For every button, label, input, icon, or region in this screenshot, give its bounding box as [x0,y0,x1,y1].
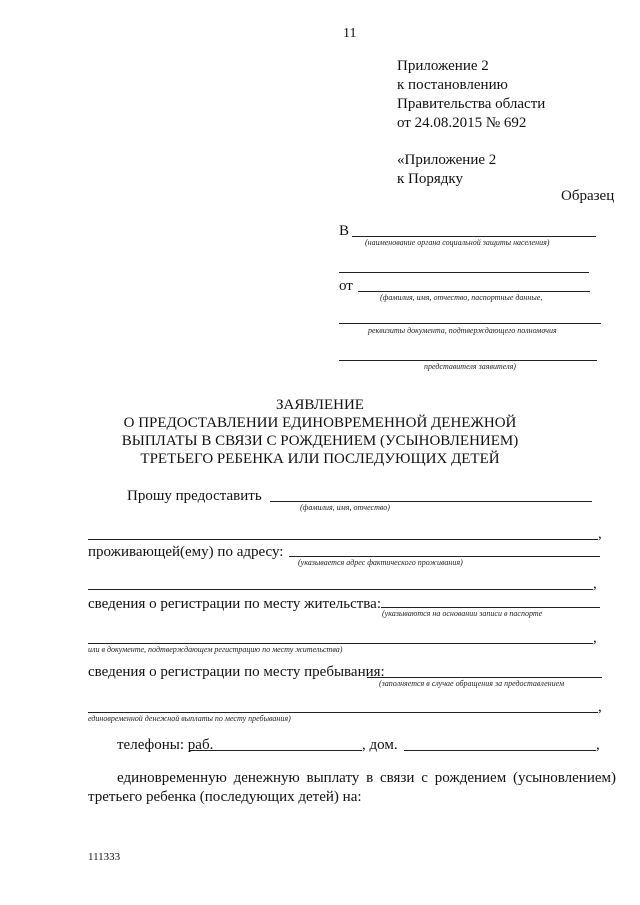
annex-line: Правительства области [397,96,546,112]
applicant-line[interactable] [358,291,590,292]
applicant-line-2[interactable] [339,323,601,324]
comma: , [593,576,597,592]
stay-registration-field-2[interactable] [88,712,598,713]
page-number: 11 [343,26,357,41]
home-phone-label: , дом. [362,737,398,753]
annex-order-line: к Порядку [397,171,463,187]
request-label: Прошу предоставить [127,488,262,504]
home-phone-field[interactable] [404,750,596,751]
to-authority-hint: (наименование органа социальной защиты населения) [365,238,550,247]
to-authority-line-2[interactable] [339,272,589,273]
phones-label: телефоны: раб. [117,737,214,753]
from-prefix: от [339,278,353,294]
title-line: ВЫПЛАТЫ В СВЯЗИ С РОЖДЕНИЕМ (УСЫНОВЛЕНИЕМ) [121,433,519,449]
annex-line: Приложение 2 [397,58,489,74]
title-line: ЗАЯВЛЕНИЕ [276,397,364,413]
full-name-field[interactable] [270,501,592,502]
residence-registration-hint: (указываются на основании записи в паспорте [382,609,543,618]
annex-line: к постановлению [397,77,508,93]
address-label: проживающей(ему) по адресу: [88,544,284,560]
representative-line[interactable] [339,360,597,361]
sample-label: Образец [561,188,615,204]
address-field[interactable] [289,556,600,557]
payment-text-2: третьего ребенка (последующих детей) на: [88,789,362,805]
comma: , [598,699,602,715]
payment-text: единовременную денежную выплату в связи с рождением (усыновлением) [117,770,616,786]
stay-registration-hint: (заполняется в случае обращения за предоставлением [379,679,565,688]
comma: , [593,630,597,646]
residence-registration-label: сведения о регистрации по месту жительства: [88,596,381,612]
annex-order-line: «Приложение 2 [397,152,497,168]
comma: , [598,526,602,542]
full-name-hint: (фамилия, имя, отчество) [300,503,390,512]
documents-hint: реквизиты документа, подтверждающего полномочия [368,326,557,335]
residence-registration-field[interactable] [381,607,600,608]
title-line: О ПРЕДОСТАВЛЕНИИ ЕДИНОВРЕМЕННОЙ ДЕНЕЖНОЙ [123,415,517,431]
footer-code: 111333 [88,851,121,863]
title-line: ТРЕТЬЕГО РЕБЕНКА ИЛИ ПОСЛЕДУЮЩИХ ДЕТЕЙ [140,451,500,467]
work-phone-field[interactable] [190,750,362,751]
residence-registration-field-2[interactable] [88,643,593,644]
stay-registration-hint-2: единовременной денежной выплаты по месту пребывания) [88,714,291,723]
full-name-field-2[interactable] [88,539,598,540]
stay-registration-label: сведения о регистрации по месту пребывания: [88,664,385,680]
address-hint: (указывается адрес фактического проживания) [298,558,463,567]
annex-line: от 24.08.2015 № 692 [397,115,527,131]
to-authority-line[interactable] [352,236,596,237]
address-field-2[interactable] [88,589,593,590]
to-prefix: В [339,223,350,239]
applicant-hint: (фамилия, имя, отчество, паспортные данные, [380,293,543,302]
representative-hint: представителя заявителя) [424,362,516,371]
stay-registration-field[interactable] [367,677,602,678]
residence-registration-hint-2: или в документе, подтверждающем регистрацию по месту жительства) [88,645,343,654]
comma: , [596,737,600,753]
